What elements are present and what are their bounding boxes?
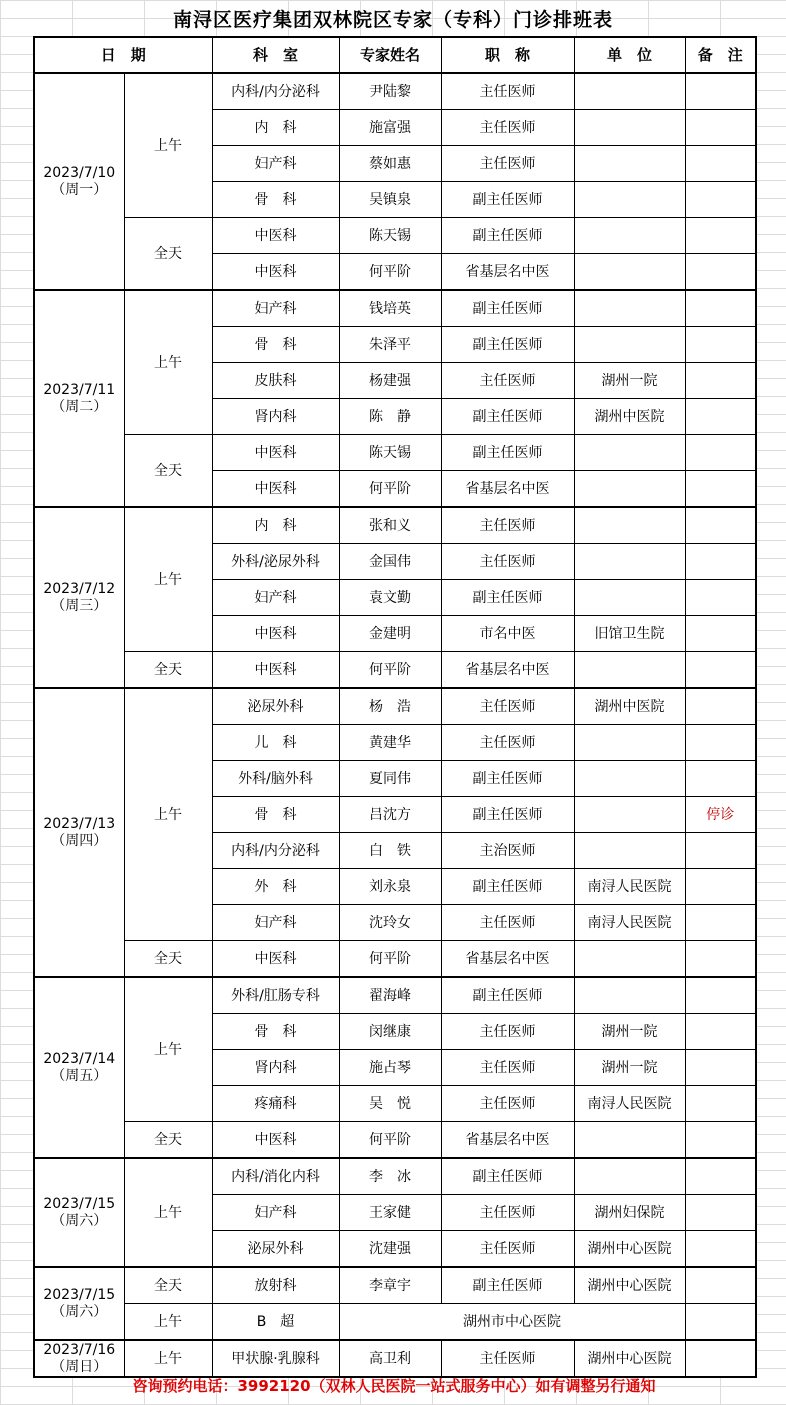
date-text: 2023/7/12 <box>43 580 116 597</box>
table-row <box>34 290 756 327</box>
table-row <box>34 977 756 1014</box>
date-cell <box>34 507 124 688</box>
session-cell: 上午 <box>124 73 212 218</box>
remark-cell <box>685 146 756 182</box>
remark-cell <box>685 182 756 218</box>
department-cell: B 超 <box>212 1304 339 1341</box>
expert-name-cell: 黄建华 <box>339 725 441 761</box>
department-cell: 妇产科 <box>212 290 339 327</box>
expert-name-cell: 何平阶 <box>339 941 441 978</box>
date-text: 2023/7/13 <box>43 815 116 832</box>
expert-name-cell: 尹陆黎 <box>339 73 441 110</box>
rank-cell: 副主任医师 <box>441 797 574 833</box>
remark-cell <box>685 1158 756 1195</box>
rank-cell: 副主任医师 <box>441 761 574 797</box>
remark-cell <box>685 1014 756 1050</box>
expert-name-cell: 袁文勤 <box>339 580 441 616</box>
unit-cell <box>574 73 685 110</box>
rank-cell: 省基层名中医 <box>441 471 574 508</box>
remark-cell <box>685 110 756 146</box>
remark-cell <box>685 507 756 544</box>
unit-cell: 南浔人民医院 <box>574 905 685 941</box>
department-cell: 疼痛科 <box>212 1086 339 1122</box>
department-cell: 骨 科 <box>212 182 339 218</box>
expert-name-cell: 陈 静 <box>339 399 441 435</box>
rank-cell: 主任医师 <box>441 544 574 580</box>
remark-cell <box>685 941 756 978</box>
expert-name-cell: 陈天锡 <box>339 218 441 254</box>
expert-name-cell: 金国伟 <box>339 544 441 580</box>
unit-cell: 南浔人民医院 <box>574 1086 685 1122</box>
remark-cell <box>685 1231 756 1268</box>
rank-cell: 主任医师 <box>441 1231 574 1268</box>
remark-cell <box>685 471 756 508</box>
unit-cell: 湖州一院 <box>574 1050 685 1086</box>
table-row <box>34 1304 756 1341</box>
unit-cell <box>574 290 685 327</box>
department-cell: 外 科 <box>212 869 339 905</box>
rank-cell: 副主任医师 <box>441 435 574 471</box>
expert-name-cell: 刘永泉 <box>339 869 441 905</box>
department-cell: 泌尿外科 <box>212 688 339 725</box>
remark-cell <box>685 869 756 905</box>
department-cell: 中医科 <box>212 941 339 978</box>
unit-cell <box>574 941 685 978</box>
rank-cell: 主任医师 <box>441 1340 574 1377</box>
header-row <box>34 37 756 73</box>
session-cell: 全天 <box>124 218 212 291</box>
rank-cell: 市名中医 <box>441 616 574 652</box>
expert-name-cell: 夏同伟 <box>339 761 441 797</box>
rank-cell: 主任医师 <box>441 1086 574 1122</box>
rank-cell: 主任医师 <box>441 507 574 544</box>
remark-cell <box>685 580 756 616</box>
expert-name-cell: 吴 悦 <box>339 1086 441 1122</box>
session-cell: 全天 <box>124 435 212 508</box>
unit-cell: 湖州中心医院 <box>574 1340 685 1377</box>
expert-name-cell: 张和义 <box>339 507 441 544</box>
department-cell: 泌尿外科 <box>212 1231 339 1268</box>
expert-name-cell: 施富强 <box>339 110 441 146</box>
rank-cell: 副主任医师 <box>441 1158 574 1195</box>
table-row <box>34 1267 756 1304</box>
expert-name-cell: 施占琴 <box>339 1050 441 1086</box>
unit-cell <box>574 833 685 869</box>
unit-cell <box>574 652 685 689</box>
rank-cell: 副主任医师 <box>441 1267 574 1304</box>
session-cell: 全天 <box>124 1267 212 1304</box>
expert-name-cell: 高卫利 <box>339 1340 441 1377</box>
date-text: 2023/7/16 <box>43 1341 116 1358</box>
department-cell: 内科/内分泌科 <box>212 73 339 110</box>
session-cell: 全天 <box>124 1122 212 1159</box>
expert-name-cell: 吴镇泉 <box>339 182 441 218</box>
rank-cell: 主任医师 <box>441 905 574 941</box>
remark-cell <box>685 1195 756 1231</box>
session-cell: 上午 <box>124 507 212 652</box>
schedule-body <box>34 73 756 1377</box>
merged-unit-cell: 湖州市中心医院 <box>339 1304 685 1341</box>
rank-cell: 省基层名中医 <box>441 1122 574 1159</box>
header-expert: 专家姓名 <box>339 37 441 73</box>
expert-name-cell: 何平阶 <box>339 1122 441 1159</box>
rank-cell: 副主任医师 <box>441 218 574 254</box>
date-cell <box>34 977 124 1158</box>
remark-cell <box>685 327 756 363</box>
unit-cell <box>574 471 685 508</box>
remark-cell <box>685 1086 756 1122</box>
remark-cell <box>685 616 756 652</box>
date-text: 2023/7/15 <box>43 1286 116 1303</box>
expert-name-cell: 何平阶 <box>339 254 441 291</box>
unit-cell <box>574 544 685 580</box>
table-row <box>34 435 756 471</box>
weekday-text: （周日） <box>51 1358 108 1375</box>
contact-footer: 咨询预约电话：3992120（双林人民医院一站式服务中心）如有调整另行通知 <box>132 1377 656 1395</box>
department-cell: 骨 科 <box>212 327 339 363</box>
remark-cell <box>685 1050 756 1086</box>
remark-cell <box>685 254 756 291</box>
department-cell: 皮肤科 <box>212 363 339 399</box>
department-cell: 中医科 <box>212 254 339 291</box>
department-cell: 内 科 <box>212 507 339 544</box>
date-cell <box>34 1267 124 1340</box>
unit-cell: 湖州一院 <box>574 363 685 399</box>
department-cell: 中医科 <box>212 1122 339 1159</box>
date-cell <box>34 688 124 977</box>
expert-name-cell: 何平阶 <box>339 652 441 689</box>
header-rank: 职 称 <box>441 37 574 73</box>
department-cell: 甲状腺·乳腺科 <box>212 1340 339 1377</box>
rank-cell: 省基层名中医 <box>441 941 574 978</box>
rank-cell: 主任医师 <box>441 1050 574 1086</box>
rank-cell: 副主任医师 <box>441 327 574 363</box>
unit-cell <box>574 254 685 291</box>
expert-name-cell: 杨 浩 <box>339 688 441 725</box>
expert-name-cell: 闵继康 <box>339 1014 441 1050</box>
table-row <box>34 688 756 725</box>
department-cell: 妇产科 <box>212 1195 339 1231</box>
session-cell: 上午 <box>124 1340 212 1377</box>
department-cell: 中医科 <box>212 435 339 471</box>
unit-cell <box>574 1122 685 1159</box>
department-cell: 肾内科 <box>212 399 339 435</box>
rank-cell: 副主任医师 <box>441 869 574 905</box>
department-cell: 妇产科 <box>212 580 339 616</box>
unit-cell <box>574 761 685 797</box>
unit-cell: 湖州一院 <box>574 1014 685 1050</box>
unit-cell: 湖州中心医院 <box>574 1231 685 1268</box>
remark-cell <box>685 833 756 869</box>
weekday-text: （周五） <box>51 1067 108 1084</box>
rank-cell: 副主任医师 <box>441 182 574 218</box>
rank-cell: 副主任医师 <box>441 399 574 435</box>
header-remark: 备 注 <box>685 37 756 73</box>
department-cell: 骨 科 <box>212 1014 339 1050</box>
remark-cell <box>685 1122 756 1159</box>
rank-cell: 副主任医师 <box>441 290 574 327</box>
remark-cell: 停诊 <box>685 797 756 833</box>
unit-cell <box>574 797 685 833</box>
rank-cell: 主任医师 <box>441 725 574 761</box>
department-cell: 中医科 <box>212 471 339 508</box>
remark-cell <box>685 1304 756 1341</box>
table-row <box>34 652 756 689</box>
expert-name-cell: 翟海峰 <box>339 977 441 1014</box>
unit-cell: 旧馆卫生院 <box>574 616 685 652</box>
expert-name-cell: 吕沈方 <box>339 797 441 833</box>
table-row <box>34 941 756 978</box>
weekday-text: （周一） <box>51 181 108 198</box>
department-cell: 中医科 <box>212 616 339 652</box>
remark-cell <box>685 73 756 110</box>
unit-cell <box>574 218 685 254</box>
expert-name-cell: 沈建强 <box>339 1231 441 1268</box>
remark-cell <box>685 218 756 254</box>
session-cell: 全天 <box>124 652 212 689</box>
unit-cell <box>574 725 685 761</box>
department-cell: 外科/泌尿外科 <box>212 544 339 580</box>
remark-cell <box>685 905 756 941</box>
session-cell: 全天 <box>124 941 212 978</box>
unit-cell <box>574 1158 685 1195</box>
date-cell <box>34 1158 124 1267</box>
rank-cell: 主任医师 <box>441 146 574 182</box>
expert-name-cell: 钱培英 <box>339 290 441 327</box>
remark-cell <box>685 725 756 761</box>
expert-name-cell: 王家健 <box>339 1195 441 1231</box>
table-row <box>34 507 756 544</box>
page-title: 南浔区医疗集团双林院区专家（专科）门诊排班表 <box>172 9 613 31</box>
session-cell: 上午 <box>124 1304 212 1341</box>
rank-cell: 主任医师 <box>441 363 574 399</box>
remark-cell <box>685 363 756 399</box>
expert-name-cell: 白 铁 <box>339 833 441 869</box>
expert-name-cell: 李章宇 <box>339 1267 441 1304</box>
department-cell: 儿 科 <box>212 725 339 761</box>
unit-cell <box>574 977 685 1014</box>
date-cell <box>34 73 124 290</box>
remark-cell <box>685 435 756 471</box>
header-department: 科 室 <box>212 37 339 73</box>
unit-cell: 湖州中医院 <box>574 399 685 435</box>
expert-name-cell: 沈玲女 <box>339 905 441 941</box>
unit-cell <box>574 146 685 182</box>
rank-cell: 主任医师 <box>441 688 574 725</box>
date-text: 2023/7/10 <box>43 164 116 181</box>
rank-cell: 副主任医师 <box>441 580 574 616</box>
unit-cell <box>574 110 685 146</box>
session-cell: 上午 <box>124 977 212 1122</box>
unit-cell <box>574 182 685 218</box>
unit-cell: 湖州中医院 <box>574 688 685 725</box>
session-cell: 上午 <box>124 290 212 435</box>
remark-cell <box>685 688 756 725</box>
unit-cell <box>574 435 685 471</box>
schedule-table <box>33 36 757 1378</box>
unit-cell: 湖州妇保院 <box>574 1195 685 1231</box>
rank-cell: 省基层名中医 <box>441 652 574 689</box>
remark-cell <box>685 977 756 1014</box>
date-text: 2023/7/14 <box>43 1050 116 1067</box>
unit-cell <box>574 327 685 363</box>
department-cell: 妇产科 <box>212 905 339 941</box>
table-row <box>34 1122 756 1159</box>
date-cell <box>34 290 124 507</box>
department-cell: 内科/内分泌科 <box>212 833 339 869</box>
weekday-text: （周三） <box>51 597 108 614</box>
header-date: 日 期 <box>34 37 212 73</box>
rank-cell: 省基层名中医 <box>441 254 574 291</box>
table-row <box>34 1158 756 1195</box>
table-row <box>34 218 756 254</box>
rank-cell: 主任医师 <box>441 1195 574 1231</box>
weekday-text: （周二） <box>51 398 108 415</box>
rank-cell: 副主任医师 <box>441 977 574 1014</box>
remark-cell <box>685 652 756 689</box>
expert-name-cell: 李 冰 <box>339 1158 441 1195</box>
rank-cell: 主任医师 <box>441 110 574 146</box>
expert-name-cell: 金建明 <box>339 616 441 652</box>
rank-cell: 主任医师 <box>441 73 574 110</box>
header-unit: 单 位 <box>574 37 685 73</box>
date-text: 2023/7/15 <box>43 1195 116 1212</box>
department-cell: 外科/脑外科 <box>212 761 339 797</box>
department-cell: 骨 科 <box>212 797 339 833</box>
expert-name-cell: 陈天锡 <box>339 435 441 471</box>
expert-name-cell: 蔡如惠 <box>339 146 441 182</box>
date-text: 2023/7/11 <box>43 381 116 398</box>
department-cell: 内科/消化内科 <box>212 1158 339 1195</box>
expert-name-cell: 杨建强 <box>339 363 441 399</box>
weekday-text: （周四） <box>51 832 108 849</box>
department-cell: 放射科 <box>212 1267 339 1304</box>
session-cell: 上午 <box>124 688 212 941</box>
rank-cell: 主任医师 <box>441 1014 574 1050</box>
expert-name-cell: 朱泽平 <box>339 327 441 363</box>
session-cell: 上午 <box>124 1158 212 1267</box>
department-cell: 内 科 <box>212 110 339 146</box>
remark-cell <box>685 544 756 580</box>
rank-cell: 主治医师 <box>441 833 574 869</box>
department-cell: 肾内科 <box>212 1050 339 1086</box>
unit-cell <box>574 507 685 544</box>
department-cell: 妇产科 <box>212 146 339 182</box>
remark-cell <box>685 761 756 797</box>
weekday-text: （周六） <box>51 1303 108 1320</box>
unit-cell: 南浔人民医院 <box>574 869 685 905</box>
remark-cell <box>685 290 756 327</box>
expert-name-cell: 何平阶 <box>339 471 441 508</box>
department-cell: 外科/肛肠专科 <box>212 977 339 1014</box>
department-cell: 中医科 <box>212 652 339 689</box>
remark-cell <box>685 1267 756 1304</box>
table-row <box>34 73 756 110</box>
unit-cell <box>574 580 685 616</box>
department-cell: 中医科 <box>212 218 339 254</box>
unit-cell: 湖州中心医院 <box>574 1267 685 1304</box>
weekday-text: （周六） <box>51 1212 108 1229</box>
remark-cell <box>685 399 756 435</box>
